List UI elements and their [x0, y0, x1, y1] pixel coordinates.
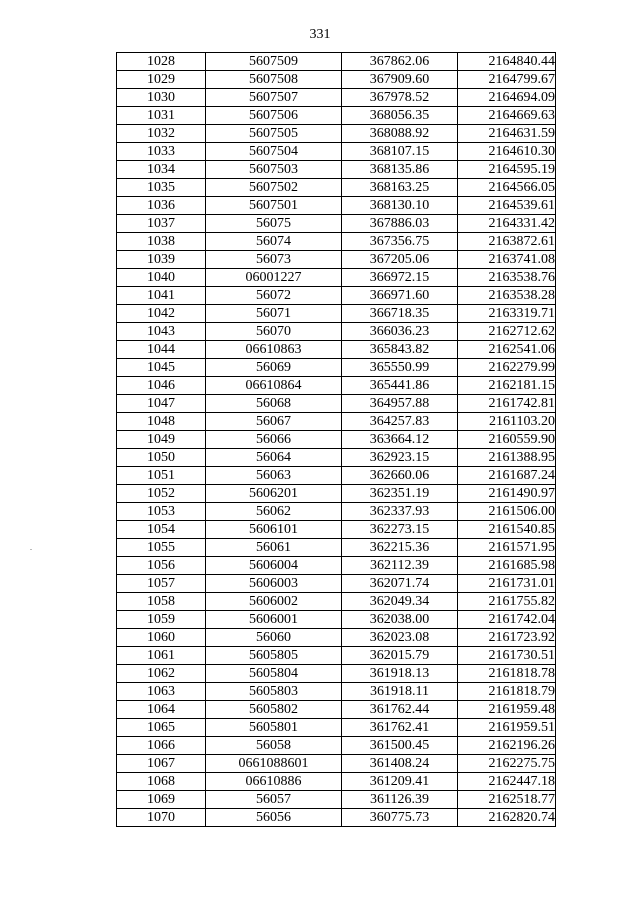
table-row	[117, 773, 556, 791]
x-coordinate-cell: 366718.35	[342, 305, 458, 323]
x-coordinate-cell: 367205.06	[342, 251, 458, 269]
y-coordinate-cell: 2164566.05	[458, 179, 556, 197]
y-coordinate-cell: 2161959.51	[458, 719, 556, 737]
point-code-cell: 56056	[206, 809, 342, 827]
y-coordinate-cell: 2161731.01	[458, 575, 556, 593]
x-coordinate-cell: 368107.15	[342, 143, 458, 161]
table-row	[117, 71, 556, 89]
x-coordinate-cell: 362038.00	[342, 611, 458, 629]
table-row	[117, 89, 556, 107]
coordinates-table	[116, 52, 556, 827]
x-coordinate-cell: 368163.25	[342, 179, 458, 197]
table-row	[117, 521, 556, 539]
y-coordinate-cell: 2161723.92	[458, 629, 556, 647]
point-code-cell: 56068	[206, 395, 342, 413]
x-coordinate-cell: 362660.06	[342, 467, 458, 485]
table-row	[117, 287, 556, 305]
point-number-cell: 1060	[117, 629, 206, 647]
point-number-cell: 1067	[117, 755, 206, 773]
table-row	[117, 611, 556, 629]
x-coordinate-cell: 367886.03	[342, 215, 458, 233]
table-row	[117, 395, 556, 413]
table-row	[117, 629, 556, 647]
point-code-cell: 5607502	[206, 179, 342, 197]
x-coordinate-cell: 363664.12	[342, 431, 458, 449]
point-code-cell: 56066	[206, 431, 342, 449]
point-number-cell: 1040	[117, 269, 206, 287]
page-number: 331	[309, 27, 331, 42]
point-number-cell: 1062	[117, 665, 206, 683]
x-coordinate-cell: 361918.11	[342, 683, 458, 701]
point-code-cell: 5607503	[206, 161, 342, 179]
table-row	[117, 125, 556, 143]
y-coordinate-cell: 2163319.71	[458, 305, 556, 323]
point-number-cell: 1048	[117, 413, 206, 431]
point-number-cell: 1036	[117, 197, 206, 215]
y-coordinate-cell: 2164595.19	[458, 161, 556, 179]
y-coordinate-cell: 2162820.74	[458, 809, 556, 827]
point-number-cell: 1050	[117, 449, 206, 467]
x-coordinate-cell: 362023.08	[342, 629, 458, 647]
point-number-cell: 1034	[117, 161, 206, 179]
x-coordinate-cell: 366036.23	[342, 323, 458, 341]
table-row	[117, 161, 556, 179]
point-number-cell: 1063	[117, 683, 206, 701]
table-row	[117, 701, 556, 719]
point-code-cell: 06610863	[206, 341, 342, 359]
point-code-cell: 56060	[206, 629, 342, 647]
table-row	[117, 341, 556, 359]
point-code-cell: 5605803	[206, 683, 342, 701]
table-row	[117, 467, 556, 485]
x-coordinate-cell: 362049.34	[342, 593, 458, 611]
table-body	[117, 53, 556, 827]
point-number-cell: 1064	[117, 701, 206, 719]
point-number-cell: 1043	[117, 323, 206, 341]
point-code-cell: 56057	[206, 791, 342, 809]
y-coordinate-cell: 2161388.95	[458, 449, 556, 467]
x-coordinate-cell: 362215.36	[342, 539, 458, 557]
x-coordinate-cell: 365441.86	[342, 377, 458, 395]
point-code-cell: 5606001	[206, 611, 342, 629]
x-coordinate-cell: 364957.88	[342, 395, 458, 413]
table-row	[117, 431, 556, 449]
x-coordinate-cell: 365550.99	[342, 359, 458, 377]
x-coordinate-cell: 368088.92	[342, 125, 458, 143]
point-code-cell: 56061	[206, 539, 342, 557]
y-coordinate-cell: 2161103.20	[458, 413, 556, 431]
point-number-cell: 1031	[117, 107, 206, 125]
point-number-cell: 1058	[117, 593, 206, 611]
table-row	[117, 179, 556, 197]
point-number-cell: 1029	[117, 71, 206, 89]
x-coordinate-cell: 368056.35	[342, 107, 458, 125]
table-row	[117, 233, 556, 251]
point-code-cell: 56071	[206, 305, 342, 323]
x-coordinate-cell: 361126.39	[342, 791, 458, 809]
table-row	[117, 539, 556, 557]
point-code-cell: 56074	[206, 233, 342, 251]
point-number-cell: 1033	[117, 143, 206, 161]
point-code-cell: 5606101	[206, 521, 342, 539]
point-code-cell: 5606201	[206, 485, 342, 503]
y-coordinate-cell: 2164669.63	[458, 107, 556, 125]
x-coordinate-cell: 360775.73	[342, 809, 458, 827]
x-coordinate-cell: 361762.41	[342, 719, 458, 737]
point-code-cell: 06001227	[206, 269, 342, 287]
point-code-cell: 5605804	[206, 665, 342, 683]
point-code-cell: 56073	[206, 251, 342, 269]
y-coordinate-cell: 2164539.61	[458, 197, 556, 215]
y-coordinate-cell: 2161540.85	[458, 521, 556, 539]
point-number-cell: 1030	[117, 89, 206, 107]
point-number-cell: 1049	[117, 431, 206, 449]
point-number-cell: 1052	[117, 485, 206, 503]
y-coordinate-cell: 2161685.98	[458, 557, 556, 575]
point-code-cell: 56072	[206, 287, 342, 305]
table-row	[117, 755, 556, 773]
point-code-cell: 06610886	[206, 773, 342, 791]
x-coordinate-cell: 362273.15	[342, 521, 458, 539]
table-row	[117, 359, 556, 377]
x-coordinate-cell: 361408.24	[342, 755, 458, 773]
table-row	[117, 665, 556, 683]
point-number-cell: 1035	[117, 179, 206, 197]
y-coordinate-cell: 2163741.08	[458, 251, 556, 269]
table-row	[117, 377, 556, 395]
table-row	[117, 251, 556, 269]
point-code-cell: 0661088601	[206, 755, 342, 773]
y-coordinate-cell: 2162518.77	[458, 791, 556, 809]
table-row	[117, 737, 556, 755]
point-number-cell: 1054	[117, 521, 206, 539]
table-row	[117, 305, 556, 323]
x-coordinate-cell: 361762.44	[342, 701, 458, 719]
point-code-cell: 56064	[206, 449, 342, 467]
x-coordinate-cell: 362015.79	[342, 647, 458, 665]
point-code-cell: 56058	[206, 737, 342, 755]
point-code-cell: 5606003	[206, 575, 342, 593]
y-coordinate-cell: 2161687.24	[458, 467, 556, 485]
table-row	[117, 647, 556, 665]
point-number-cell: 1055	[117, 539, 206, 557]
point-number-cell: 1039	[117, 251, 206, 269]
point-number-cell: 1044	[117, 341, 206, 359]
x-coordinate-cell: 364257.83	[342, 413, 458, 431]
point-number-cell: 1065	[117, 719, 206, 737]
table-row	[117, 683, 556, 701]
y-coordinate-cell: 2163538.28	[458, 287, 556, 305]
y-coordinate-cell: 2161490.97	[458, 485, 556, 503]
table-row	[117, 269, 556, 287]
point-number-cell: 1066	[117, 737, 206, 755]
table-row	[117, 215, 556, 233]
point-code-cell: 06610864	[206, 377, 342, 395]
table-row	[117, 719, 556, 737]
x-coordinate-cell: 367909.60	[342, 71, 458, 89]
x-coordinate-cell: 368135.86	[342, 161, 458, 179]
x-coordinate-cell: 367356.75	[342, 233, 458, 251]
y-coordinate-cell: 2163872.61	[458, 233, 556, 251]
table-row	[117, 107, 556, 125]
y-coordinate-cell: 2161742.04	[458, 611, 556, 629]
x-coordinate-cell: 362071.74	[342, 575, 458, 593]
y-coordinate-cell: 2163538.76	[458, 269, 556, 287]
point-code-cell: 5605805	[206, 647, 342, 665]
y-coordinate-cell: 2161818.78	[458, 665, 556, 683]
y-coordinate-cell: 2164799.67	[458, 71, 556, 89]
y-coordinate-cell: 2162181.15	[458, 377, 556, 395]
point-number-cell: 1051	[117, 467, 206, 485]
point-number-cell: 1045	[117, 359, 206, 377]
x-coordinate-cell: 367978.52	[342, 89, 458, 107]
point-code-cell: 56069	[206, 359, 342, 377]
table-row	[117, 413, 556, 431]
y-coordinate-cell: 2162196.26	[458, 737, 556, 755]
table-row	[117, 53, 556, 71]
x-coordinate-cell: 361918.13	[342, 665, 458, 683]
y-coordinate-cell: 2162279.99	[458, 359, 556, 377]
point-code-cell: 5607505	[206, 125, 342, 143]
table-row	[117, 593, 556, 611]
point-code-cell: 56063	[206, 467, 342, 485]
point-number-cell: 1038	[117, 233, 206, 251]
y-coordinate-cell: 2164631.59	[458, 125, 556, 143]
y-coordinate-cell: 2161959.48	[458, 701, 556, 719]
table-row	[117, 809, 556, 827]
table-row	[117, 791, 556, 809]
table-row	[117, 485, 556, 503]
point-code-cell: 56062	[206, 503, 342, 521]
y-coordinate-cell: 2164840.44	[458, 53, 556, 71]
table-row	[117, 323, 556, 341]
x-coordinate-cell: 365843.82	[342, 341, 458, 359]
y-coordinate-cell: 2162712.62	[458, 323, 556, 341]
x-coordinate-cell: 362351.19	[342, 485, 458, 503]
y-coordinate-cell: 2164610.30	[458, 143, 556, 161]
table-row	[117, 575, 556, 593]
point-number-cell: 1061	[117, 647, 206, 665]
y-coordinate-cell: 2161742.81	[458, 395, 556, 413]
point-code-cell: 5606004	[206, 557, 342, 575]
y-coordinate-cell: 2164331.42	[458, 215, 556, 233]
x-coordinate-cell: 366971.60	[342, 287, 458, 305]
y-coordinate-cell: 2161818.79	[458, 683, 556, 701]
point-number-cell: 1059	[117, 611, 206, 629]
x-coordinate-cell: 362923.15	[342, 449, 458, 467]
point-code-cell: 5607508	[206, 71, 342, 89]
point-number-cell: 1032	[117, 125, 206, 143]
point-code-cell: 5605802	[206, 701, 342, 719]
point-code-cell: 5606002	[206, 593, 342, 611]
x-coordinate-cell: 361500.45	[342, 737, 458, 755]
point-number-cell: 1047	[117, 395, 206, 413]
point-number-cell: 1041	[117, 287, 206, 305]
point-number-cell: 1042	[117, 305, 206, 323]
point-code-cell: 5607509	[206, 53, 342, 71]
y-coordinate-cell: 2160559.90	[458, 431, 556, 449]
point-code-cell: 5607504	[206, 143, 342, 161]
point-code-cell: 56067	[206, 413, 342, 431]
point-number-cell: 1053	[117, 503, 206, 521]
point-number-cell: 1070	[117, 809, 206, 827]
margin-mark	[30, 549, 32, 550]
x-coordinate-cell: 367862.06	[342, 53, 458, 71]
table-row	[117, 197, 556, 215]
x-coordinate-cell: 366972.15	[342, 269, 458, 287]
point-number-cell: 1028	[117, 53, 206, 71]
point-number-cell: 1069	[117, 791, 206, 809]
y-coordinate-cell: 2162447.18	[458, 773, 556, 791]
table-row	[117, 449, 556, 467]
table-row	[117, 557, 556, 575]
point-code-cell: 5607501	[206, 197, 342, 215]
y-coordinate-cell: 2161506.00	[458, 503, 556, 521]
table-row	[117, 143, 556, 161]
x-coordinate-cell: 362337.93	[342, 503, 458, 521]
y-coordinate-cell: 2161755.82	[458, 593, 556, 611]
y-coordinate-cell: 2161730.51	[458, 647, 556, 665]
point-number-cell: 1068	[117, 773, 206, 791]
point-number-cell: 1056	[117, 557, 206, 575]
y-coordinate-cell: 2162541.06	[458, 341, 556, 359]
point-code-cell: 5607506	[206, 107, 342, 125]
point-number-cell: 1046	[117, 377, 206, 395]
point-code-cell: 56070	[206, 323, 342, 341]
point-number-cell: 1037	[117, 215, 206, 233]
x-coordinate-cell: 362112.39	[342, 557, 458, 575]
point-code-cell: 5607507	[206, 89, 342, 107]
y-coordinate-cell: 2164694.09	[458, 89, 556, 107]
point-code-cell: 5605801	[206, 719, 342, 737]
x-coordinate-cell: 361209.41	[342, 773, 458, 791]
x-coordinate-cell: 368130.10	[342, 197, 458, 215]
point-code-cell: 56075	[206, 215, 342, 233]
point-number-cell: 1057	[117, 575, 206, 593]
y-coordinate-cell: 2162275.75	[458, 755, 556, 773]
y-coordinate-cell: 2161571.95	[458, 539, 556, 557]
table-row	[117, 503, 556, 521]
